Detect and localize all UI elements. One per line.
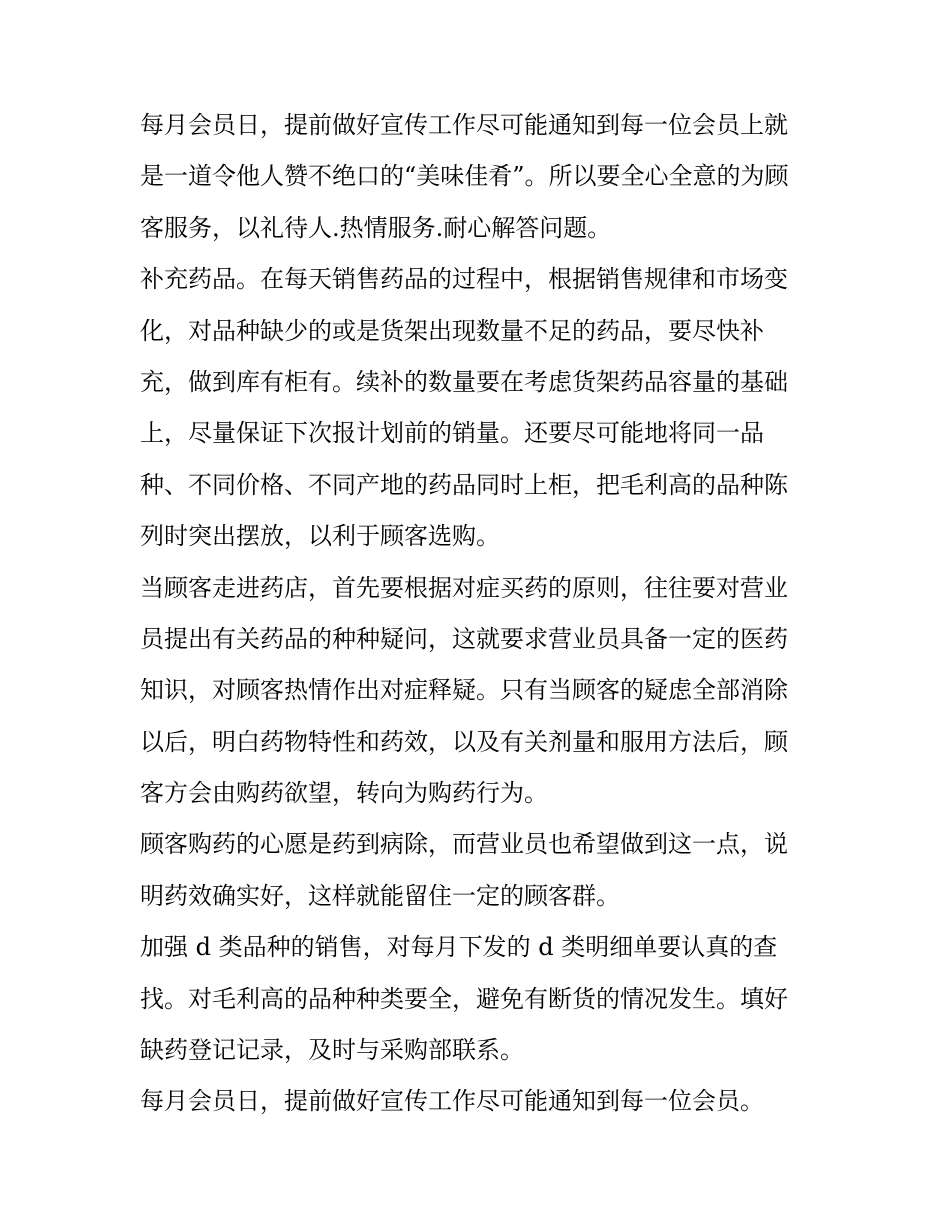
text-line: 知识，对顾客热情作出对症释疑。只有当顾客的疑虑全部消除 [140, 676, 788, 705]
text-line: 化，对品种缺少的或是货架出现数量不足的药品，要尽快补 [140, 316, 764, 345]
text-line: 充，做到库有柜有。续补的数量要在考虑货架药品容量的基础 [140, 367, 788, 396]
text-line: 客服务，以礼待人.热情服务.耐心解答问题。 [140, 213, 612, 242]
text-line: 每月会员日，提前做好宣传工作尽可能通知到每一位会员上就 [140, 111, 788, 139]
text-line: 以后，明白药物特性和药效，以及有关剂量和服用方法后，顾 [140, 727, 788, 756]
text-line: 缺药登记记录，及时与采购部联系。 [140, 1036, 524, 1065]
text-line: 员提出有关药品的种种疑问，这就要求营业员具备一定的医药 [140, 624, 788, 653]
text-line: 列时突出摆放，以利于顾客选购。 [140, 522, 500, 551]
text-line: 是一道令他人赞不绝口的“美味佳肴”。所以要全心全意的为顾 [140, 162, 789, 191]
text-line: 每月会员日，提前做好宣传工作尽可能通知到每一位会员。 [140, 1087, 764, 1116]
text-line: 找。对毛利高的品种种类要全，避免有断货的情况发生。填好 [140, 984, 788, 1013]
text-line: 上，尽量保证下次报计划前的销量。还要尽可能地将同一品 [140, 419, 764, 448]
text-line: 加强 d 类品种的销售，对每月下发的 d 类明细单要认真的查 [140, 933, 778, 962]
text-line: 顾客购药的心愿是药到病除，而营业员也希望做到这一点，说 [140, 830, 788, 859]
text-line: 当顾客走进药店，首先要根据对症买药的原则，往往要对营业 [140, 573, 788, 602]
text-line: 补充药品。在每天销售药品的过程中，根据销售规律和市场变 [140, 265, 788, 294]
text-line: 明药效确实好，这样就能留住一定的顾客群。 [140, 881, 620, 910]
text-line: 种、不同价格、不同产地的药品同时上柜，把毛利高的品种陈 [140, 470, 788, 499]
text-line: 客方会由购药欲望，转向为购药行为。 [140, 779, 548, 808]
document-body [140, 100, 815, 1128]
